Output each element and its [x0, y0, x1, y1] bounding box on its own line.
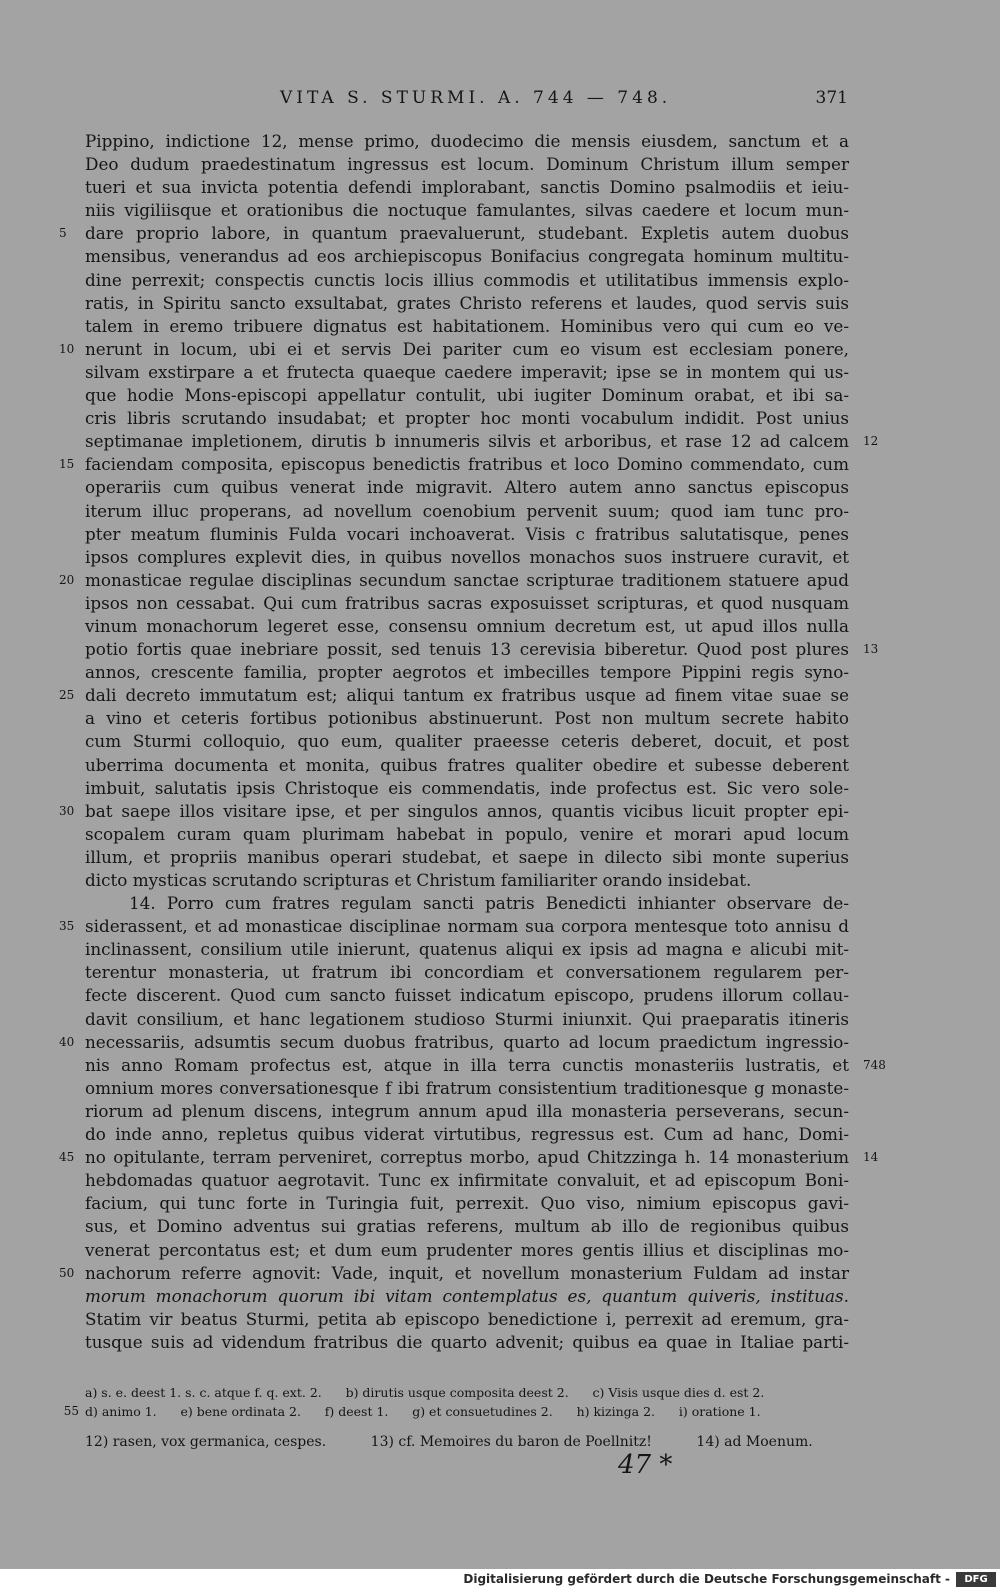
- text-line: [85, 130, 849, 153]
- line-text: hebdomadas quatuor aegrotavit. Tunc ex infirmitate convaluit, et ad episcopum Boni-: [85, 1170, 849, 1191]
- text-line: [85, 407, 849, 430]
- line-text: septimanae impletionem, dirutis b innumeris silvis et arboribus, et rase 12 ad calcem: [85, 431, 849, 452]
- line-text: ratis, in Spiritu sancto exsultabat, grates Christo referens et laudes, quod servis suis: [85, 292, 849, 313]
- text-line: [59, 453, 849, 476]
- footer-credit: Digitalisierung gefördert durch die Deutsche Forschungsgemeinschaft -: [463, 1572, 950, 1586]
- text-line: [85, 1077, 849, 1100]
- line-text: tusque suis ad videndum fratribus die quarto advenit; quibus ea quae in Italiae parti-: [85, 1331, 849, 1352]
- text-line: [59, 338, 849, 361]
- running-title: VITA S. STURMI. A. 744 — 748.: [280, 88, 672, 108]
- text-line: [85, 730, 849, 753]
- line-text: facium, qui tunc forte in Turingia fuit, perrexit. Quo viso, nimium episcopus gavi-: [85, 1193, 849, 1214]
- text-line: [85, 476, 849, 499]
- line-text: nachorum referre agnovit: Vade, inquit, et novellum monasterium Fuldam ad instar: [85, 1262, 849, 1283]
- line-text: a vino et ceteris fortibus potionibus abstinuerunt. Post non multum secrete habito: [85, 708, 849, 729]
- line-text: omnium mores conversationesque f ibi fratrum consistentium traditionesque g monaste-: [85, 1077, 849, 1098]
- text-line: [85, 869, 849, 892]
- text-line: [85, 661, 849, 684]
- text-line: [59, 684, 849, 707]
- text-line: [85, 176, 849, 199]
- margin-reference: 12: [863, 434, 879, 449]
- line-number: 55: [63, 1404, 79, 1418]
- line-text: silvam exstirpare a et frutecta quaeque caedere imperavit; ipse se in montem qui us-: [85, 361, 849, 382]
- line-text: ipsos complures explevit dies, in quibus novellos monachos suos instruere curavit, et: [85, 546, 849, 567]
- line-text: imbuit, salutatis ipsis Christoque eis commendatis, inde profectus est. Sic vero sole-: [85, 777, 849, 798]
- critical-apparatus: [63, 1383, 849, 1421]
- line-number: 45: [59, 1150, 75, 1165]
- margin-reference: 14: [863, 1150, 879, 1165]
- text-line: [85, 269, 849, 292]
- text-line: [59, 1146, 879, 1169]
- line-text: tueri et sua invicta potentia defendi implorabant, sanctis Domino psalmodiis et ieiu-: [85, 177, 849, 198]
- text-line: [85, 523, 849, 546]
- text-line: [85, 1285, 849, 1308]
- text-line: [85, 777, 849, 800]
- line-text: cris libris scrutando insudabat; et propter hoc monti vocabulum indidit. Post unius: [85, 408, 849, 429]
- line-number: 30: [59, 803, 75, 818]
- text-line: [85, 846, 849, 869]
- line-text: mensibus, venerandus ad eos archiepiscopus Bonifacius congregata hominum multitu-: [85, 246, 849, 267]
- line-text: cum Sturmi colloquio, quo eum, qualiter praeesse ceteris deberet, docuit, et post: [85, 731, 849, 752]
- line-text: a) s. e. deest 1. s. c. atque f. q. ext. 2. b) dirutis usque composita deest 2. c) Visis usque dies d. est 2.: [85, 1385, 765, 1400]
- text-line: [85, 1123, 849, 1146]
- line-number: 15: [59, 457, 75, 472]
- line-text: 14. Porro cum fratres regulam sancti patris Benedicti inhianter observare de-: [129, 893, 849, 914]
- text-line: [85, 430, 879, 453]
- text-line: [85, 1215, 849, 1238]
- text-line: [59, 1031, 849, 1054]
- line-text: sus, et Domino adventus sui gratias referens, multum ab illo de regionibus quibus: [85, 1216, 849, 1237]
- line-text: riorum ad plenum discens, integrum annum apud illa monasteria perseverans, secun-: [85, 1100, 849, 1121]
- line-text: faciendam composita, episcopus benedictis fratribus et loco Domino commendato, cum: [85, 454, 849, 475]
- text-line: [85, 1054, 886, 1077]
- text-line: [85, 153, 849, 176]
- line-text: dare proprio labore, in quantum praevaluerunt, studebant. Expletis autem duobus: [85, 223, 849, 244]
- line-text: terentur monasteria, ut fratrum ibi concordiam et conversationem regularem per-: [85, 962, 849, 983]
- line-text: monasticae regulae disciplinas secundum sanctae scripturae traditionem statuere apud: [85, 569, 849, 590]
- line-text: talem in eremo tribuere dignatus est habitationem. Hominibus vero qui cum eo ve-: [85, 315, 849, 336]
- text-line: [85, 615, 849, 638]
- line-text: dicto mysticas scrutando scripturas et Christum familiariter orando insidebat.: [85, 870, 752, 890]
- editorial-notes: [85, 1430, 849, 1454]
- text-line: [85, 823, 849, 846]
- signature-mark: 47 *: [618, 1450, 673, 1480]
- line-text: d) animo 1. e) bene ordinata 2. f) deest 1. g) et consuetudines 2. h) kizinga 2. i) oratione 1.: [85, 1404, 761, 1419]
- line-text: inclinassent, consilium utile inierunt, quatenus aliqui ex ipsis ad magna e alicubi mit-: [85, 939, 849, 960]
- text-line: [85, 546, 849, 569]
- line-text: pter meatum fluminis Fulda vocari inchoaverat. Visis c fratribus salutatisque, penes: [85, 523, 849, 544]
- text-line: [85, 199, 849, 222]
- line-text: davit consilium, et hanc legationem studioso Sturmi iniunxit. Qui praeparatis itineris: [85, 1008, 849, 1029]
- line-text: que hodie Mons-episcopi appellatur contulit, ubi iugiter Dominum orabat, et ibi sa-: [85, 385, 849, 406]
- main-text: [59, 130, 886, 1354]
- text-line: [85, 245, 849, 268]
- line-text: ipsos non cessabat. Qui cum fratribus sacras exposuisset scripturas, et quod nusquam: [85, 592, 849, 613]
- text-line: [85, 315, 849, 338]
- text-line: [59, 569, 849, 592]
- line-text: necessariis, adsumtis secum duobus fratribus, quarto ad locum praedictum ingressio-: [85, 1031, 849, 1052]
- line-number: 40: [59, 1034, 75, 1049]
- line-number: 35: [59, 919, 75, 934]
- text-line: [59, 800, 849, 823]
- text-line: [85, 1308, 849, 1331]
- text-line: [85, 938, 849, 961]
- line-text: bat saepe illos visitare ipse, et per singulos annos, quantis vicibus licuit propter epi-: [85, 800, 849, 821]
- text-line: [85, 1192, 849, 1215]
- line-number: 25: [59, 688, 75, 703]
- line-number: 10: [59, 341, 75, 356]
- text-line: [85, 500, 849, 523]
- note-line: [85, 1383, 849, 1402]
- note-line: [85, 1430, 849, 1454]
- line-number: 5: [59, 226, 67, 241]
- text-line: [59, 915, 849, 938]
- text-line: [85, 361, 849, 384]
- text-line: [85, 292, 849, 315]
- text-line: [85, 1331, 849, 1354]
- text-line: [85, 1169, 849, 1192]
- line-text: iterum illuc properans, ad novellum coenobium pervenit suum; quod iam tunc pro-: [85, 500, 849, 521]
- line-text: 12) rasen, vox germanica, cespes. 13) cf. Memoires du baron de Poellnitz! 14) ad Moenum.: [85, 1434, 813, 1450]
- line-text: annos, crescente familia, propter aegrotos et imbecilles tempore Pippini regis syno-: [85, 662, 849, 683]
- text-line: [85, 984, 849, 1007]
- line-text: Pippino, indictione 12, mense primo, duodecimo die mensis eiusdem, sanctum et a: [85, 131, 849, 151]
- text-line: [85, 1100, 849, 1123]
- note-line: [63, 1402, 849, 1421]
- margin-reference: 748: [863, 1057, 886, 1072]
- line-text: no opitulante, terram perveniret, correptus morbo, apud Chitzzinga h. 14 monasterium: [85, 1147, 849, 1168]
- line-text: operariis cum quibus venerat inde migravit. Altero autem anno sanctus episcopus: [85, 477, 849, 498]
- running-header: [80, 88, 848, 118]
- text-line: [59, 1262, 849, 1285]
- text-line: [85, 638, 879, 661]
- text-line: [85, 1239, 849, 1262]
- line-number: 20: [59, 572, 75, 587]
- digitization-footer: [0, 1569, 1000, 1591]
- text-line: [85, 707, 849, 730]
- line-text: Statim vir beatus Sturmi, petita ab episcopo benedictione i, perrexit ad eremum, gra-: [85, 1308, 849, 1329]
- line-text: potio fortis quae inebriare possit, sed tenuis 13 cerevisia biberetur. Quod post plures: [85, 639, 849, 660]
- text-line: [85, 754, 849, 777]
- line-text: venerat percontatus est; et dum eum prudenter mores gentis illius et disciplinas mo-: [85, 1239, 849, 1260]
- line-text: uberrima documenta et monita, quibus fratres qualiter obedire et subesse deberent: [85, 754, 849, 775]
- text-line: [85, 384, 849, 407]
- text-line: [59, 222, 849, 245]
- line-text: scopalem curam quam plurimam habebat in populo, venire et morari apud locum: [85, 823, 849, 844]
- text-line: [85, 592, 849, 615]
- line-text: do inde anno, repletus quibus viderat virtutibus, regressus est. Cum ad hanc, Domi-: [85, 1124, 849, 1145]
- text-line: [85, 961, 849, 984]
- dfg-logo-icon: DFG: [956, 1572, 996, 1587]
- text-line: [85, 1008, 849, 1031]
- line-text: illum, et propriis manibus operari studebat, et saepe in dilecto sibi monte superius: [85, 846, 849, 867]
- line-text: dine perrexit; conspectis cunctis locis illius commodis et utilitatibus immensis explo-: [85, 269, 849, 290]
- line-text: nerunt in locum, ubi ei et servis Dei pariter cum eo visum est ecclesiam ponere,: [85, 338, 849, 359]
- line-text: morum monachorum quorum ibi vitam contemplatus es, quantum quiveris, instituas.: [85, 1285, 849, 1306]
- line-text: nis anno Romam profectus est, atque in illa terra cunctis monasteriis lustratis, et: [85, 1054, 849, 1075]
- line-number: 50: [59, 1265, 75, 1280]
- text-line: [85, 892, 849, 915]
- page-number: 371: [815, 88, 848, 108]
- line-text: Deo dudum praedestinatum ingressus est locum. Dominum Christum illum semper: [85, 154, 849, 175]
- line-text: dali decreto immutatum est; aliqui tantum ex fratribus usque ad finem vitae suae se: [85, 685, 849, 706]
- line-text: vinum monachorum legeret esse, consensu omnium decretum est, ut apud illos nulla: [85, 615, 849, 636]
- line-text: fecte discerent. Quod cum sancto fuisset indicatum episcopo, prudens illorum collau-: [85, 985, 849, 1006]
- line-text: niis vigiliisque et orationibus die noctuque famulantes, silvas caedere et locum mun-: [85, 200, 849, 221]
- margin-reference: 13: [863, 642, 879, 657]
- line-text: siderassent, et ad monasticae disciplinae normam sua corpora mentesque toto annisu d: [85, 916, 849, 937]
